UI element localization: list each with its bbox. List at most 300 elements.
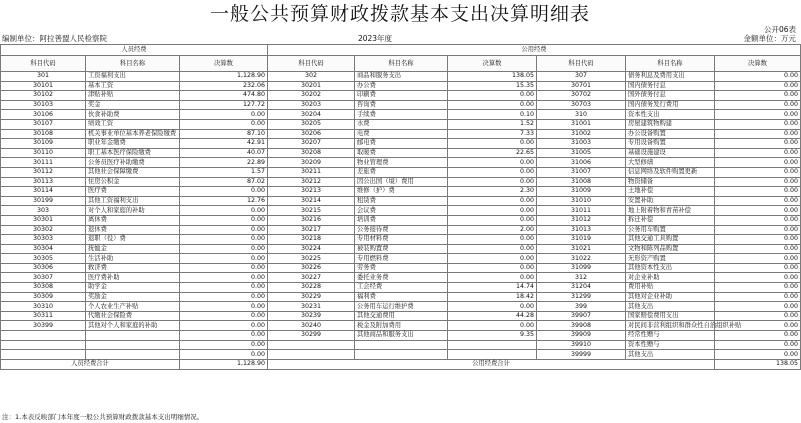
cell-name: 代缴社会保险费 [86, 311, 180, 321]
cell-code: 30302 [1, 225, 86, 235]
report-year: 2023年度 [357, 34, 393, 43]
cell-code: 30206 [268, 129, 355, 139]
public-total-value: 138.05 [715, 359, 801, 369]
cell-code: 30217 [268, 225, 355, 235]
cell-code: 39909 [537, 331, 626, 341]
cell-amount: 0.00 [715, 206, 801, 216]
cell-code: 30301 [1, 215, 86, 225]
group-personnel: 人员经费 [1, 45, 268, 56]
cell-amount: 44.28 [448, 311, 537, 321]
table-row [1, 331, 801, 341]
table-row [1, 292, 801, 302]
cell-code: 30214 [268, 196, 355, 206]
cell-name: 税金及附加费用 [355, 321, 448, 331]
cell-name: 其他交通费用 [355, 311, 448, 321]
public-total-label: 公用经费合计 [268, 359, 715, 369]
cell-name: 对企业补助 [626, 273, 715, 283]
cell-code: 30114 [1, 187, 86, 197]
cell-amount: 0.00 [715, 273, 801, 283]
cell-code: 39910 [537, 340, 626, 350]
cell-code: 31099 [537, 263, 626, 273]
cell-code: 31002 [537, 129, 626, 139]
cell-code: 31013 [537, 225, 626, 235]
table-row [1, 206, 801, 216]
table-row [1, 119, 801, 129]
cell-code: 30101 [1, 81, 86, 91]
cell-name: 被装购置费 [355, 244, 448, 254]
cell-amount: 42.91 [180, 139, 268, 149]
cell-code: 30113 [1, 177, 86, 187]
cell-code: 30204 [268, 110, 355, 120]
cell-code: 30309 [1, 292, 86, 302]
cell-code: 30226 [268, 263, 355, 273]
cell-name: 物业管理费 [355, 158, 448, 168]
cell-amount: 0.00 [180, 187, 268, 197]
cell-code: 30702 [537, 91, 626, 101]
cell-amount: 0.00 [448, 254, 537, 264]
cell-code [268, 340, 355, 350]
cell-code: 39999 [537, 350, 626, 360]
table-row [1, 321, 801, 331]
cell-amount: 0.00 [180, 302, 268, 312]
table-row [1, 244, 801, 254]
cell-amount: 0.00 [715, 72, 801, 82]
cell-code: 30207 [268, 139, 355, 149]
cell-name: 其他对个人和家庭的补助 [86, 321, 180, 331]
cell-amount: 0.00 [715, 292, 801, 302]
cell-code: 30205 [268, 119, 355, 129]
cell-name: 伙食补助费 [86, 110, 180, 120]
cell-amount: 0.00 [715, 235, 801, 245]
cell-code: 31001 [537, 119, 626, 129]
cell-code: 30239 [268, 311, 355, 321]
table-row [1, 167, 801, 177]
form-code: 公开06表 [763, 25, 796, 34]
table-row [1, 340, 801, 350]
cell-code: 30208 [268, 148, 355, 158]
col-name: 科目名称 [626, 56, 715, 72]
cell-name: 奖金 [86, 100, 180, 110]
cell-amount: 0.00 [715, 100, 801, 110]
cell-amount: 0.00 [715, 215, 801, 225]
cell-code [1, 340, 86, 350]
cell-code [1, 350, 86, 360]
table-row [1, 91, 801, 101]
group-public: 公用经费 [268, 45, 801, 56]
report-title: 一般公共预算财政拨款基本支出决算明细表 [209, 3, 590, 25]
cell-code: 31011 [537, 206, 626, 216]
cell-name: 水费 [355, 119, 448, 129]
table-row [1, 225, 801, 235]
cell-amount: 0.00 [180, 292, 268, 302]
cell-name: 对个人和家庭的补助 [86, 206, 180, 216]
cell-name: 其他交通工具购置 [626, 235, 715, 245]
cell-code: 30108 [1, 129, 86, 139]
col-amount: 决算数 [715, 56, 801, 72]
column-header-row [1, 56, 801, 72]
cell-name [86, 350, 180, 360]
cell-code: 31005 [537, 148, 626, 158]
cell-amount: 0.00 [180, 235, 268, 245]
col-amount: 决算数 [448, 56, 537, 72]
cell-name: 津贴补贴 [86, 91, 180, 101]
cell-code: 30109 [1, 139, 86, 149]
cell-name: 因公出国（境）费用 [355, 177, 448, 187]
table-row [1, 158, 801, 168]
cell-amount: 0.00 [180, 340, 268, 350]
cell-amount: 0.00 [180, 283, 268, 293]
cell-code: 31007 [537, 167, 626, 177]
cell-name: 文物和陈列品购置 [626, 244, 715, 254]
cell-name: 公务接待费 [355, 225, 448, 235]
cell-code: 30203 [268, 100, 355, 110]
cell-code: 31019 [537, 235, 626, 245]
cell-amount: 0.00 [180, 350, 268, 360]
cell-code: 30213 [268, 187, 355, 197]
cell-amount: 0.00 [715, 254, 801, 264]
cell-name: 离休费 [86, 215, 180, 225]
cell-amount: 0.00 [448, 91, 537, 101]
col-amount: 决算数 [180, 56, 268, 72]
table-row [1, 148, 801, 158]
cell-name: 资本性支出 [626, 110, 715, 120]
cell-code: 30107 [1, 119, 86, 129]
cell-amount: 232.06 [180, 81, 268, 91]
cell-name: 经常性赠与 [626, 331, 715, 341]
table-row [1, 311, 801, 321]
cell-amount: 0.00 [180, 225, 268, 235]
cell-name: 工资福利支出 [86, 72, 180, 82]
cell-code: 30106 [1, 110, 86, 120]
cell-amount: 0.00 [715, 91, 801, 101]
cell-name: 救济费 [86, 263, 180, 273]
cell-amount: 40.07 [180, 148, 268, 158]
table-row [1, 81, 801, 91]
cell-amount: 0.00 [715, 350, 801, 360]
cell-code: 30201 [268, 81, 355, 91]
cell-name: 其他商品和服务支出 [355, 331, 448, 341]
cell-code: 30211 [268, 167, 355, 177]
cell-amount: 22.89 [180, 158, 268, 168]
cell-code: 31012 [537, 215, 626, 225]
cell-name: 会议费 [355, 206, 448, 216]
cell-amount: 14.74 [448, 283, 537, 293]
cell-amount: 0.00 [448, 215, 537, 225]
cell-code: 30701 [537, 81, 626, 91]
cell-name: 退职（役）费 [86, 235, 180, 245]
cell-code: 30199 [1, 196, 86, 206]
cell-name: 其他支出 [626, 302, 715, 312]
cell-code: 30299 [268, 331, 355, 341]
cell-amount: 2.30 [448, 187, 537, 197]
cell-name: 国内债务付息 [626, 81, 715, 91]
cell-name: 租赁费 [355, 196, 448, 206]
group-header-row [1, 45, 801, 56]
table-row [1, 187, 801, 197]
cell-amount: 0.00 [715, 196, 801, 206]
cell-amount: 0.00 [180, 273, 268, 283]
cell-name [355, 350, 448, 360]
cell-code: 30303 [1, 235, 86, 245]
cell-amount: 0.00 [448, 273, 537, 283]
col-name: 科目名称 [355, 56, 448, 72]
cell-name: 信息网络及软件购置更新 [626, 167, 715, 177]
cell-name: 债务利息及费用支出 [626, 72, 715, 82]
col-name: 科目名称 [86, 56, 180, 72]
cell-amount: 0.00 [180, 254, 268, 264]
cell-amount: 9.35 [448, 331, 537, 341]
cell-code: 31021 [537, 244, 626, 254]
cell-amount: 0.00 [715, 129, 801, 139]
personnel-total-value: 1,128.90 [180, 359, 268, 369]
cell-amount: 0.00 [715, 283, 801, 293]
table-row [1, 139, 801, 149]
cell-amount: 0.00 [715, 311, 801, 321]
cell-name: 专用材料费 [355, 235, 448, 245]
cell-amount: 0.00 [180, 215, 268, 225]
totals-row [1, 359, 801, 369]
cell-name: 其他资本性支出 [626, 263, 715, 273]
cell-amount: 0.00 [180, 110, 268, 120]
cell-amount: 0.00 [715, 340, 801, 350]
cell-name: 其他社会保障缴费 [86, 167, 180, 177]
cell-amount: 0.00 [715, 139, 801, 149]
cell-name: 医疗费 [86, 187, 180, 197]
cell-amount: 0.00 [180, 311, 268, 321]
cell-code: 30111 [1, 158, 86, 168]
cell-amount: 0.00 [180, 263, 268, 273]
cell-code [1, 331, 86, 341]
cell-code: 30209 [268, 158, 355, 168]
currency-unit: 金额单位：万元 [743, 34, 796, 43]
cell-amount [448, 340, 537, 350]
cell-name: 其他支出 [626, 350, 715, 360]
cell-amount: 0.00 [448, 263, 537, 273]
cell-code: 30307 [1, 273, 86, 283]
cell-name: 房屋建筑物购建 [626, 119, 715, 129]
cell-name: 安置补助 [626, 196, 715, 206]
cell-amount: 138.05 [448, 72, 537, 82]
cell-amount: 0.00 [448, 196, 537, 206]
cell-name: 基本工资 [86, 81, 180, 91]
cell-code: 30212 [268, 177, 355, 187]
cell-name: 电费 [355, 129, 448, 139]
cell-code: 30215 [268, 206, 355, 216]
cell-name: 奖励金 [86, 292, 180, 302]
cell-name [86, 331, 180, 341]
cell-name: 公务员医疗补助缴费 [86, 158, 180, 168]
cell-code: 30310 [1, 302, 86, 312]
cell-code: 30225 [268, 254, 355, 264]
cell-code: 31003 [537, 139, 626, 149]
cell-amount: 0.00 [448, 321, 537, 331]
cell-amount: 0.00 [715, 167, 801, 177]
cell-name: 其他对企业补助 [626, 292, 715, 302]
cell-code: 39907 [537, 311, 626, 321]
cell-amount: 0.00 [715, 119, 801, 129]
cell-amount: 0.00 [448, 139, 537, 149]
cell-amount: 0.00 [715, 177, 801, 187]
cell-amount: 0.00 [715, 110, 801, 120]
table-row [1, 72, 801, 82]
cell-code: 312 [537, 273, 626, 283]
cell-amount: 0.00 [715, 81, 801, 91]
cell-code: 31022 [537, 254, 626, 264]
table-row [1, 350, 801, 360]
cell-amount: 0.00 [448, 100, 537, 110]
cell-name: 劳务费 [355, 263, 448, 273]
cell-name: 医疗费补助 [86, 273, 180, 283]
expenditure-table [0, 44, 801, 370]
cell-amount: 18.42 [448, 292, 537, 302]
cell-name: 邮电费 [355, 139, 448, 149]
cell-amount: 0.00 [715, 158, 801, 168]
cell-amount: 0.00 [715, 321, 801, 331]
cell-amount: 0.00 [715, 148, 801, 158]
cell-name: 公务用车购置 [626, 225, 715, 235]
cell-amount: 0.00 [715, 263, 801, 273]
cell-code: 30216 [268, 215, 355, 225]
cell-name: 专用燃料费 [355, 254, 448, 264]
cell-amount: 0.00 [448, 167, 537, 177]
cell-code [268, 350, 355, 360]
cell-name: 职业年金缴费 [86, 139, 180, 149]
cell-name: 工会经费 [355, 283, 448, 293]
table-row [1, 263, 801, 273]
cell-amount: 12.76 [180, 196, 268, 206]
table-row [1, 273, 801, 283]
cell-code: 30110 [1, 148, 86, 158]
reporting-unit: 编制单位：阿拉善盟人民检察院 [2, 34, 107, 43]
table-row [1, 254, 801, 264]
cell-amount: 0.00 [715, 225, 801, 235]
cell-name: 咨询费 [355, 100, 448, 110]
cell-amount: 0.00 [180, 244, 268, 254]
cell-code: 30308 [1, 283, 86, 293]
cell-name: 绩效工资 [86, 119, 180, 129]
cell-name: 取暖费 [355, 148, 448, 158]
footnote: 注：1.本表反映部门本年度一般公共预算财政拨款基本支出明细情况。 [2, 413, 204, 421]
cell-name: 费用补贴 [626, 283, 715, 293]
cell-amount: 0.00 [715, 302, 801, 312]
cell-name: 培训费 [355, 215, 448, 225]
cell-amount: 1.52 [448, 119, 537, 129]
cell-code: 30311 [1, 311, 86, 321]
cell-name: 差旅费 [355, 167, 448, 177]
cell-code: 301 [1, 72, 86, 82]
cell-code: 302 [268, 72, 355, 82]
col-code: 科目代码 [1, 56, 86, 72]
cell-name: 抚恤金 [86, 244, 180, 254]
table-row [1, 235, 801, 245]
cell-code: 399 [537, 302, 626, 312]
cell-name: 基础设施建设 [626, 148, 715, 158]
cell-amount: 1,128.90 [180, 72, 268, 82]
cell-name: 国家赔偿费用支出 [626, 311, 715, 321]
cell-amount: 0.10 [448, 110, 537, 120]
cell-name: 公务用车运行维护费 [355, 302, 448, 312]
cell-name: 印刷费 [355, 91, 448, 101]
cell-code: 30112 [1, 167, 86, 177]
cell-amount: 87.10 [180, 129, 268, 139]
cell-name: 国内债务发行费用 [626, 100, 715, 110]
cell-code: 30103 [1, 100, 86, 110]
cell-amount: 87.02 [180, 177, 268, 187]
cell-name: 职工基本医疗保险缴费 [86, 148, 180, 158]
cell-code: 31008 [537, 177, 626, 187]
cell-amount: 0.00 [715, 187, 801, 197]
cell-amount: 22.65 [448, 148, 537, 158]
cell-amount: 15.35 [448, 81, 537, 91]
cell-amount: 0.00 [180, 321, 268, 331]
cell-code: 303 [1, 206, 86, 216]
cell-code: 30703 [537, 100, 626, 110]
cell-amount: 7.33 [448, 129, 537, 139]
cell-name: 地上附着物和青苗补偿 [626, 206, 715, 216]
cell-name: 物资储备 [626, 177, 715, 187]
cell-name: 手续费 [355, 110, 448, 120]
cell-amount [448, 350, 537, 360]
cell-code: 307 [537, 72, 626, 82]
table-row [1, 196, 801, 206]
cell-code: 30228 [268, 283, 355, 293]
cell-amount: 0.00 [448, 206, 537, 216]
cell-name: 无形资产购置 [626, 254, 715, 264]
cell-amount: 0.00 [448, 302, 537, 312]
cell-amount: 0.00 [180, 119, 268, 129]
cell-name: 对民间非营利组织和群众性自治组织补贴 [626, 321, 715, 331]
cell-code: 30304 [1, 244, 86, 254]
cell-amount: 0.00 [448, 235, 537, 245]
cell-name: 委托业务费 [355, 273, 448, 283]
cell-amount: 0.00 [715, 244, 801, 254]
cell-amount: 1.57 [180, 167, 268, 177]
cell-name [355, 340, 448, 350]
table-row [1, 110, 801, 120]
col-code: 科目代码 [537, 56, 626, 72]
col-code: 科目代码 [268, 56, 355, 72]
cell-code: 31006 [537, 158, 626, 168]
table-row [1, 302, 801, 312]
cell-name [86, 340, 180, 350]
table-row [1, 129, 801, 139]
table-row [1, 100, 801, 110]
cell-amount: 0.00 [715, 331, 801, 341]
cell-name: 退休费 [86, 225, 180, 235]
cell-name: 资本性赠与 [626, 340, 715, 350]
cell-code: 30305 [1, 254, 86, 264]
cell-code: 30240 [268, 321, 355, 331]
cell-code: 31204 [537, 283, 626, 293]
cell-code: 31299 [537, 292, 626, 302]
cell-amount: 0.00 [180, 206, 268, 216]
cell-code: 30218 [268, 235, 355, 245]
cell-code: 310 [537, 110, 626, 120]
cell-code: 30202 [268, 91, 355, 101]
cell-amount: 0.00 [448, 177, 537, 187]
cell-code: 30231 [268, 302, 355, 312]
cell-code: 30229 [268, 292, 355, 302]
cell-name: 办公设备购置 [626, 129, 715, 139]
cell-code: 31009 [537, 187, 626, 197]
cell-amount: 127.72 [180, 100, 268, 110]
cell-amount: 2.00 [448, 225, 537, 235]
cell-name: 办公费 [355, 81, 448, 91]
cell-name: 其他工资福利支出 [86, 196, 180, 206]
table-row [1, 283, 801, 293]
cell-amount: 0.00 [448, 244, 537, 254]
cell-name: 大型修缮 [626, 158, 715, 168]
